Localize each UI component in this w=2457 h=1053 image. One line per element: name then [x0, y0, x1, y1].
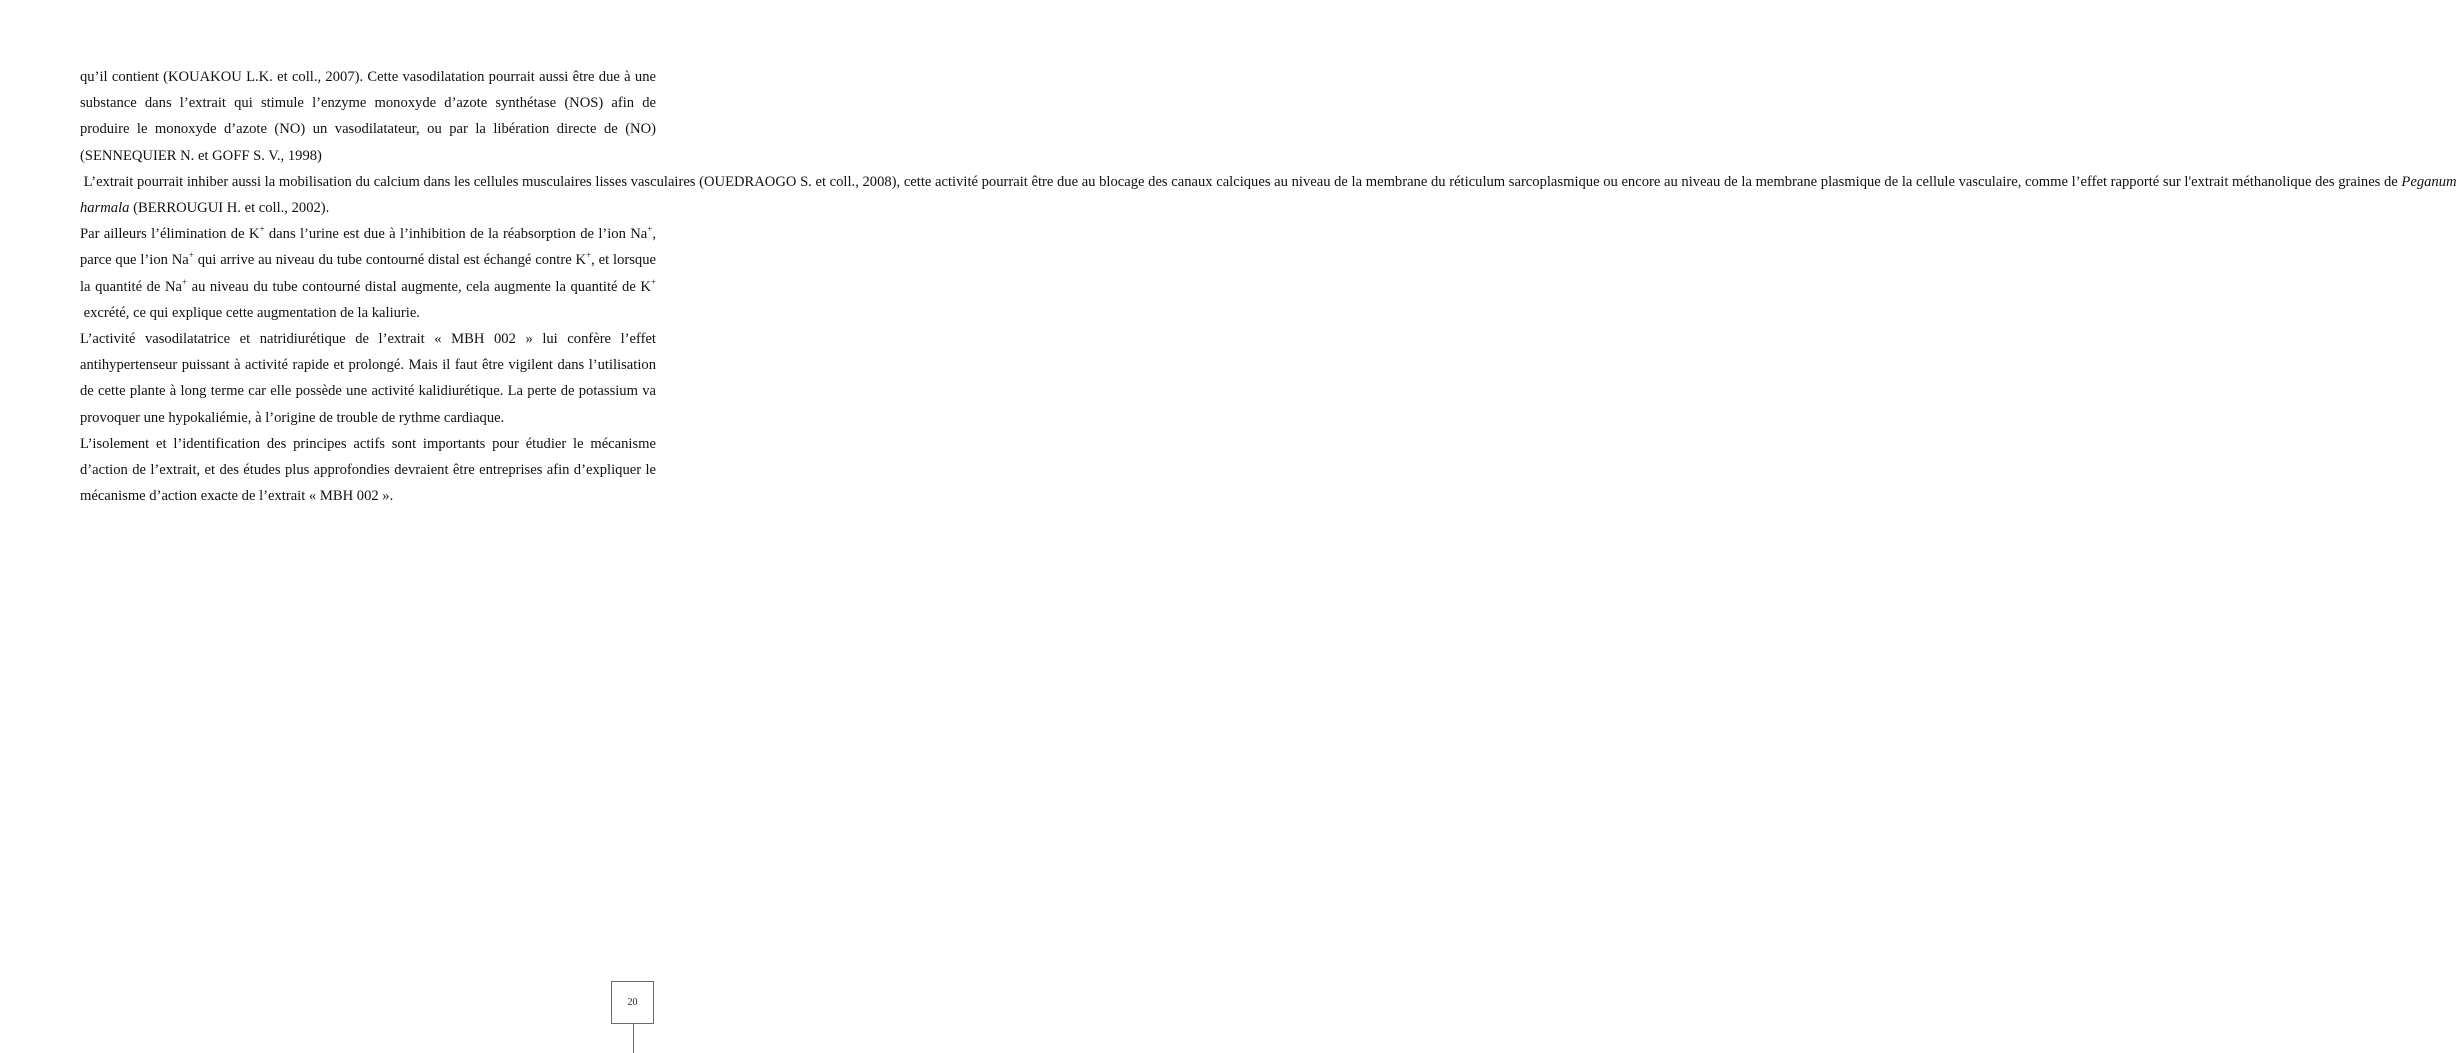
page-number: 20	[627, 997, 638, 1008]
text-run: , et lorsque la quantité de Na	[80, 252, 656, 295]
paragraph	[80, 431, 656, 510]
superscript: +	[586, 250, 592, 261]
superscript: +	[647, 224, 653, 235]
text-run: Par ailleurs l’élimination de K	[80, 226, 260, 243]
paragraph	[80, 169, 2457, 221]
text-run: (BERROUGUI H. et coll., 2002).	[129, 200, 330, 217]
text-run: L’isolement et l’identification des principes actifs sont importants pour étudier le mécanisme d’action de l’extrait, et des études plus approfondies devraient être entreprises afin d’expliquer le mécanisme d’action exacte de l’extrait « MBH 002 ».	[80, 435, 656, 505]
page-number-box	[611, 981, 654, 1024]
text-run: qui arrive au niveau du tube contourné distal est échangé contre K	[193, 252, 587, 269]
paragraph	[80, 64, 656, 169]
superscript: +	[188, 250, 194, 261]
superscript: +	[259, 224, 265, 235]
text-run: L’extrait pourrait inhiber aussi la mobilisation du calcium dans les cellules musculaires lisses vasculaires (OUEDRAOGO S. et coll., 2008), cette activité pourrait être due au blocage des canaux calciques au niveau de la membrane du réticulum sarcoplasmique ou encore au niveau de la membrane plasmique de la cellule vasculaire, comme l’effet rapporté sur l'extrait méthanolique des graines de	[80, 173, 2402, 190]
text-run: L’activité vasodilatatrice et natridiurétique de l’extrait « MBH 002 » lui confère l’effet antihypertenseur puissant à activité rapide et prolongé. Mais il faut être vigilent dans l’utilisation de cette plante à long terme car elle possède une activité kalidiurétique. La perte de potassium va provoquer une hypokaliémie, à l’origine de trouble de rythme cardiaque.	[80, 331, 656, 426]
text-run: dans l’urine est due à l’inhibition de la réabsorption de l’ion Na	[264, 226, 648, 243]
paragraph	[80, 326, 656, 431]
superscript: +	[650, 276, 656, 287]
paragraph	[80, 221, 656, 326]
text-run: excrété, ce qui explique cette augmentation de la kaliurie.	[80, 304, 420, 321]
italic-text: Peganum harmala	[80, 173, 2457, 217]
text-run: , parce que l’ion Na	[80, 226, 656, 269]
body-text	[80, 64, 2457, 509]
page-number-rule	[633, 1024, 634, 1053]
text-run: au niveau du tube contourné distal augmente, cela augmente la quantité de K	[187, 278, 651, 295]
superscript: +	[181, 276, 188, 287]
text-run: qu’il contient (KOUAKOU L.K. et coll., 2007). Cette vasodilatation pourrait aussi être due à une substance dans l’extrait qui stimule l’enzyme monoxyde d’azote synthétase (NOS) afin de produire le monoxyde d’azote (NO) un vasodilatateur, ou par la libération directe de (NO) (SENNEQUIER N. et GOFF S. V., 1998)	[80, 69, 656, 164]
